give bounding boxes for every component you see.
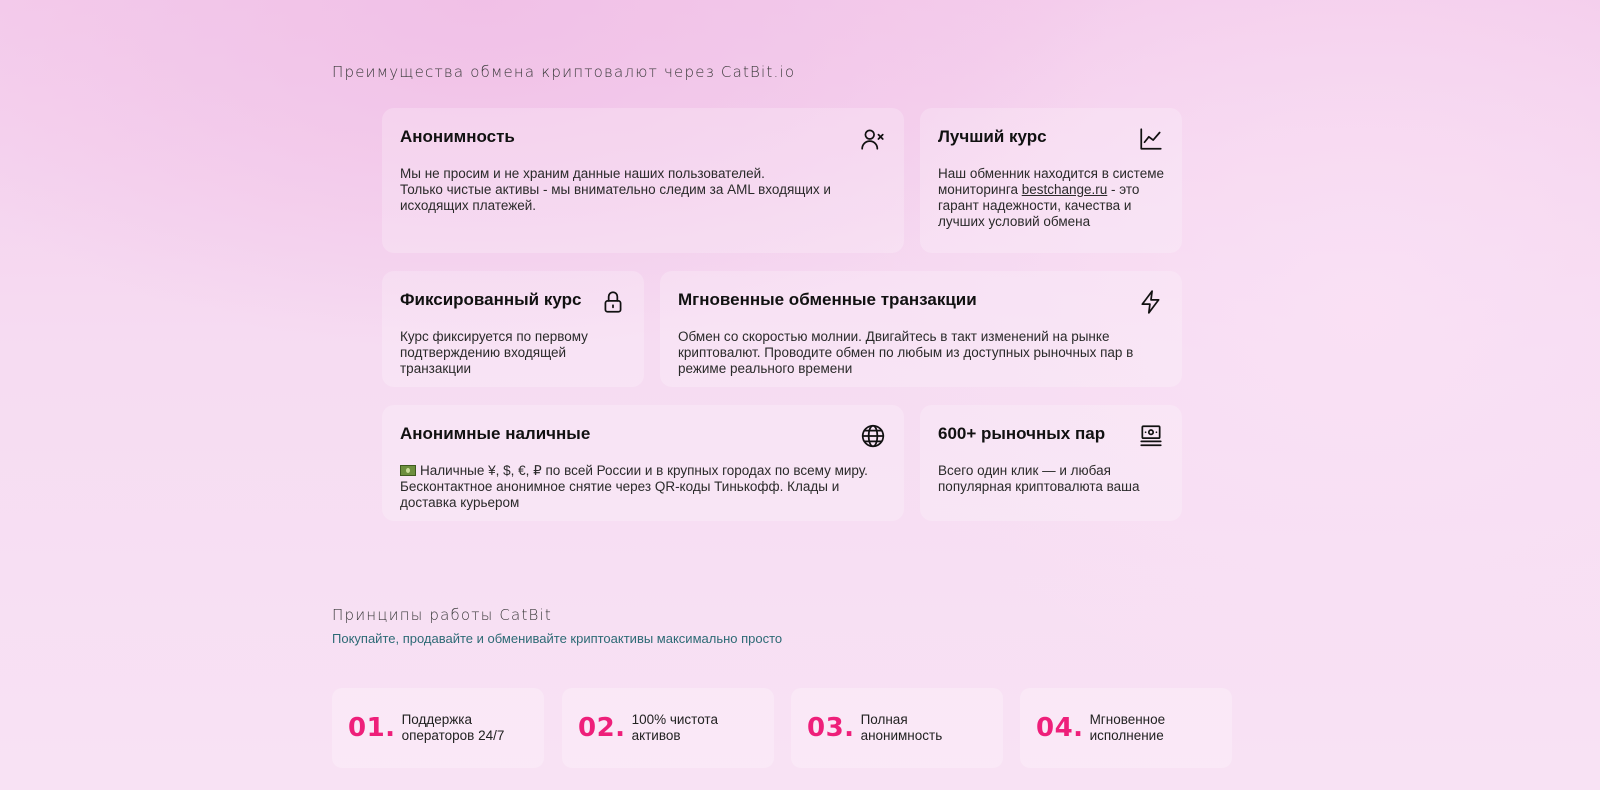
card-instant-text: Обмен со скоростью молнии. Двигайтесь в такт изменений на рынке криптовалют. Проводите обмен по любым из доступных рыночных пар в режиме реального времени	[678, 329, 1134, 376]
card-pairs-text: Всего один клик — и любая популярная криптовалюта ваша	[938, 463, 1140, 494]
card-anonymity	[382, 108, 904, 253]
principle-number: 03.	[807, 713, 855, 743]
card-best-rate-title: Лучший курс	[938, 127, 1047, 146]
card-instant	[660, 271, 1182, 387]
card-fixed-rate-text: Курс фиксируется по первому подтверждению входящей транзакции	[400, 329, 588, 376]
card-anonymity-title: Анонимность	[400, 127, 515, 146]
principle-text: Мгновенное исполнение	[1089, 712, 1166, 743]
bestchange-link[interactable]: bestchange.ru	[1021, 182, 1108, 197]
card-best-rate-text-before: Наш обменник находится в системе мониторинга	[938, 166, 1165, 197]
card-fixed-rate-title: Фиксированный курс	[400, 290, 582, 309]
user-x-icon	[860, 126, 886, 152]
cash-register-icon	[1138, 423, 1164, 449]
principle-item	[562, 688, 774, 768]
card-fixed-rate	[382, 271, 644, 387]
lock-icon	[600, 289, 626, 315]
principle-item	[1020, 688, 1232, 768]
card-cash	[382, 405, 904, 521]
card-pairs-title: 600+ рыночных пар	[938, 424, 1106, 443]
chart-line-icon	[1138, 126, 1164, 152]
principle-item	[791, 688, 1003, 768]
card-cash-text: Наличные ¥, $, €, ₽ по всей России и в крупных городах по всему миру. Бесконтактное анонимное снятие через QR-коды Тинькофф. Клады и доставка курьером	[400, 463, 868, 510]
principle-item	[332, 688, 544, 768]
card-best-rate-text-after: - это гарант надежности, качества и лучших условий обмена	[938, 182, 1140, 229]
card-anonymity-text	[400, 166, 886, 214]
banknote-icon	[400, 465, 416, 476]
principle-number: 02.	[578, 713, 626, 743]
card-best-rate	[920, 108, 1182, 253]
principles-subtitle: Покупайте, продавайте и обменивайте криптоактивы максимально просто	[332, 631, 783, 646]
principle-number: 04.	[1036, 713, 1084, 743]
principle-text: 100% чистота активов	[631, 712, 718, 743]
principles-title: Принципы работы CatBit	[332, 606, 552, 624]
globe-icon	[860, 423, 886, 449]
card-instant-title: Мгновенные обменные транзакции	[678, 290, 977, 309]
card-anonymity-line1: Мы не просим и не храним данные наших пользователей.	[400, 166, 765, 181]
card-cash-title: Анонимные наличные	[400, 424, 591, 443]
card-pairs	[920, 405, 1182, 521]
principle-text: Полная анонимность	[860, 712, 943, 743]
card-anonymity-line2: Только чистые активы - мы внимательно следим за AML входящих и исходящих платежей.	[400, 182, 831, 213]
card-cash-text-wrap	[400, 463, 886, 511]
principle-text: Поддержка операторов 24/7	[401, 712, 505, 743]
lightning-icon	[1138, 289, 1164, 315]
card-best-rate-text	[938, 166, 1164, 230]
principle-number: 01.	[348, 713, 396, 743]
advantages-title: Преимущества обмена криптовалют через CatBit.io	[332, 63, 796, 81]
